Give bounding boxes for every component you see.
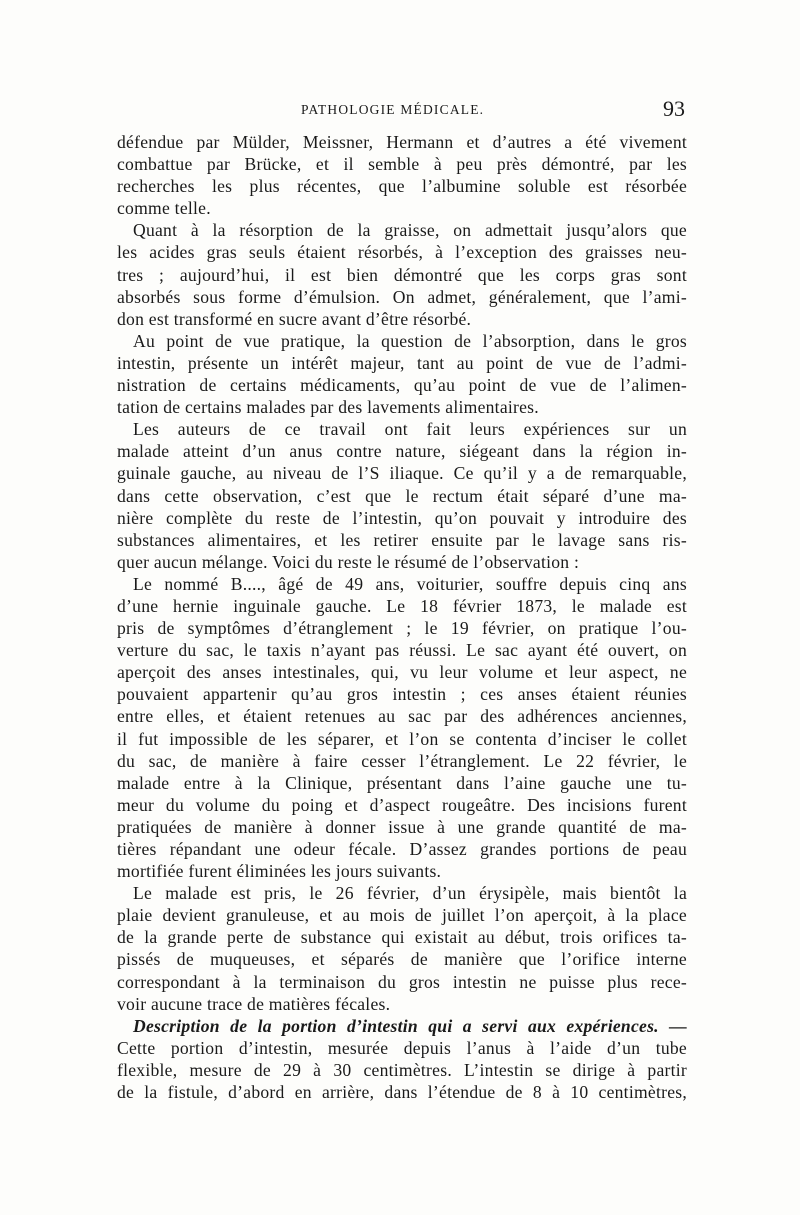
text-line: Les auteurs de ce travail ont fait leurs expériences sur un [133, 419, 687, 440]
body-text [117, 131, 687, 1103]
text-line: guinale gauche, au niveau de l’S iliaque. Ce qu’il y a de remarquable, [117, 463, 687, 484]
text-line: comme telle. [117, 198, 211, 219]
text-line: Cette portion d’intestin, mesurée depuis l’anus à l’aide d’un tube [117, 1037, 687, 1058]
text-line: substances alimentaires, et les retirer ensuite par le lavage sans ris- [117, 529, 687, 550]
running-head: PATHOLOGIE MÉDICALE. [301, 102, 485, 117]
text-line: meur du volume du poing et d’aspect rougeâtre. Des incisions furent [117, 794, 687, 815]
text-line: Quant à la résorption de la graisse, on admettait jusqu’alors que [133, 220, 687, 241]
text-line: il fut impossible de les séparer, et l’on se contenta d’inciser le collet [117, 728, 687, 749]
text-line: dans cette observation, c’est que le rectum était séparé d’une ma- [117, 485, 687, 506]
text-line: intestin, présente un intérêt majeur, tant au point de vue de l’admi- [117, 352, 687, 373]
text-line: mortifiée furent éliminées les jours suivants. [117, 861, 442, 882]
text-line: tres ; aujourd’hui, il est bien démontré que les corps gras sont [117, 264, 687, 285]
text-line: recherches les plus récentes, que l’albumine soluble est résorbée [117, 176, 687, 197]
text-line: entre elles, et étaient retenues au sac par des adhérences anciennes, [117, 706, 687, 727]
text-line: aperçoit des anses intestinales, qui, vu leur volume et leur aspect, ne [117, 662, 687, 683]
text-line: pris de symptômes d’étranglement ; le 19 février, on pratique l’ou- [117, 618, 687, 639]
text-line: absorbés sous forme d’émulsion. On admet, généralement, que l’ami- [117, 286, 687, 307]
text-line: verture du sac, le taxis n’ayant pas réussi. Le sac ayant été ouvert, on [117, 640, 687, 661]
text-line: plaie devient granuleuse, et au mois de juillet l’on aperçoit, à la place [117, 905, 687, 926]
page-header [117, 96, 685, 126]
text-line: nistration de certains médicaments, qu’au point de vue de l’alimen- [117, 375, 687, 396]
text-line: défendue par Mülder, Meissner, Hermann et d’autres a été vivement [117, 132, 687, 152]
text-line: quer aucun mélange. Voici du reste le résumé de l’observation : [117, 551, 580, 572]
text-line: malade atteint d’un anus contre nature, siégeant dans la région in- [117, 441, 687, 462]
text-line: voir aucune trace de matières fécales. [117, 993, 391, 1014]
text-line: pratiquées de manière à donner issue à une grande quantité de ma- [117, 816, 687, 837]
text-line: combattue par Brücke, et il semble à peu près démontré, par les [117, 154, 687, 175]
text-line: tières répandant une odeur fécale. D’assez grandes portions de peau [117, 839, 687, 859]
text-line: Le nommé B...., âgé de 49 ans, voiturier, souffre depuis cinq ans [133, 573, 687, 594]
text-line: Le malade est pris, le 26 février, d’un érysipèle, mais bientôt la [133, 883, 687, 904]
section-heading: Description de la portion d’intestin qui a servi aux expériences. — [133, 1015, 687, 1036]
text-line: d’une hernie inguinale gauche. Le 18 février 1873, le malade est [117, 595, 687, 616]
page-number: 93 [663, 96, 685, 121]
text-line: Au point de vue pratique, la question de l’absorption, dans le gros [133, 330, 687, 351]
text-line: flexible, mesure de 29 à 30 centimètres. L’intestin se dirige à partir [117, 1059, 687, 1080]
text-line: les acides gras seuls étaient résorbés, à l’exception des graisses neu- [117, 242, 687, 263]
text-line: pouvaient appartenir qu’au gros intestin ; ces anses étaient réunies [117, 684, 687, 705]
text-line: malade entre à la Clinique, présentant dans l’aine gauche une tu- [117, 772, 687, 793]
text-line: correspondant à la terminaison du gros intestin ne puisse plus rece- [117, 971, 687, 992]
text-line: du sac, de manière à faire cesser l’étranglement. Le 22 février, le [117, 750, 687, 771]
text-line: pissés de muqueuses, et séparés de manière que l’orifice interne [117, 949, 687, 970]
text-line: de la grande perte de substance qui existait au début, trois orifices ta- [117, 927, 687, 948]
text-line: nière complète du reste de l’intestin, qu’on pouvait y introduire des [117, 507, 687, 528]
text-line: de la fistule, d’abord en arrière, dans l’étendue de 8 à 10 centimètres, [117, 1082, 687, 1103]
text-line: don est transformé en sucre avant d’être résorbé. [117, 308, 472, 329]
text-line: tation de certains malades par des lavements alimentaires. [117, 397, 539, 418]
